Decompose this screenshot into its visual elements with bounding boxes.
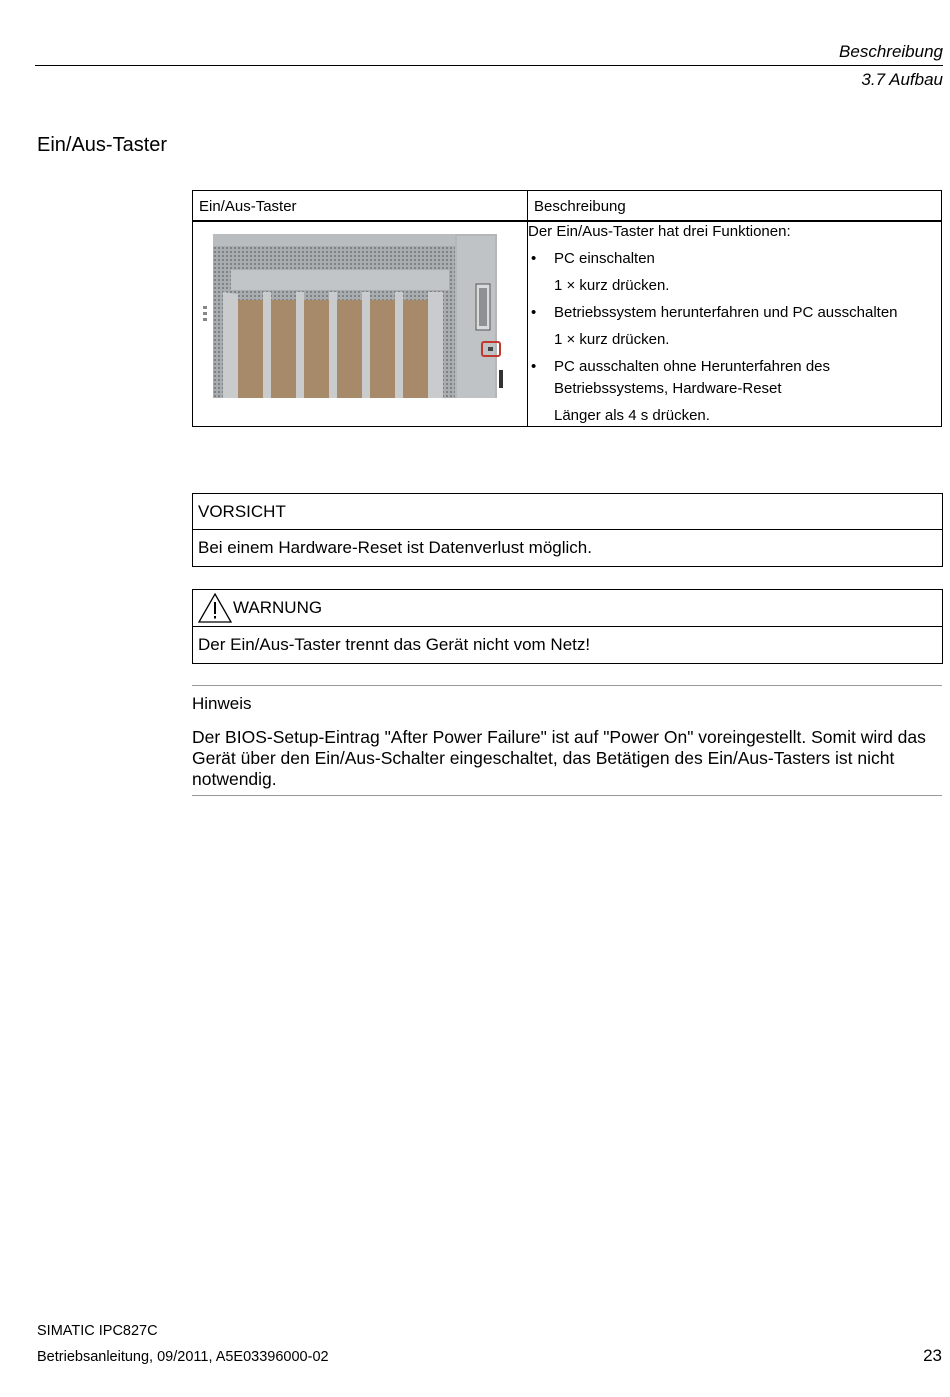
warning-title: WARNUNG <box>233 598 323 617</box>
function-action: 1 × kurz drücken. <box>554 331 670 348</box>
warning-header <box>193 590 942 627</box>
note-rule-top <box>192 685 942 686</box>
function-table <box>192 190 942 427</box>
caution-title: VORSICHT <box>193 494 942 530</box>
device-image-cell <box>193 221 528 427</box>
footer-document: Betriebsanleitung, 09/2011, A5E03396000-02 <box>37 1349 329 1365</box>
function-list-2 <box>528 302 941 324</box>
description-cell <box>528 221 942 427</box>
note-box <box>192 685 942 796</box>
device-rear-panel-image <box>193 222 515 402</box>
note-title: Hinweis <box>192 694 252 713</box>
caution-box <box>192 493 943 567</box>
footer-product: SIMATIC IPC827C <box>37 1323 158 1339</box>
caution-text: Bei einem Hardware-Reset ist Datenverlust möglich. <box>198 538 592 557</box>
table-header-description: Beschreibung <box>528 191 942 222</box>
warning-text: Der Ein/Aus-Taster trennt das Gerät nicht vom Netz! <box>198 635 591 654</box>
function-item: • PC ausschalten ohne Herunterfahren des Betriebssystems, Hardware-Reset <box>528 356 941 400</box>
function-list <box>528 248 941 270</box>
function-action: Länger als 4 s drücken. <box>554 407 710 424</box>
description-intro: Der Ein/Aus-Taster hat drei Funktionen: <box>528 223 791 240</box>
note-text: Der BIOS-Setup-Eintrag "After Power Failure" ist auf "Power On" voreingestellt. Somit wird das Gerät über den Ein/Aus-Schalter eingeschaltet, das Betätigen des Ein/Aus-Tasters ist nicht notwendig. <box>192 727 926 789</box>
function-action: 1 × kurz drücken. <box>554 277 670 294</box>
function-list-3 <box>528 356 941 400</box>
header-rule <box>35 65 943 66</box>
function-item: • PC einschalten <box>528 248 941 270</box>
header-chapter: Beschreibung <box>839 42 943 61</box>
function-item: • Betriebssystem herunterfahren und PC ausschalten <box>528 302 941 324</box>
header-section: 3.7 Aufbau <box>861 70 943 89</box>
warning-box <box>192 589 943 664</box>
warning-triangle-icon <box>197 592 233 624</box>
page-number: 23 <box>923 1346 942 1365</box>
note-rule-bottom <box>192 795 942 796</box>
table-header-component: Ein/Aus-Taster <box>193 191 528 222</box>
section-title: Ein/Aus-Taster <box>37 134 168 156</box>
